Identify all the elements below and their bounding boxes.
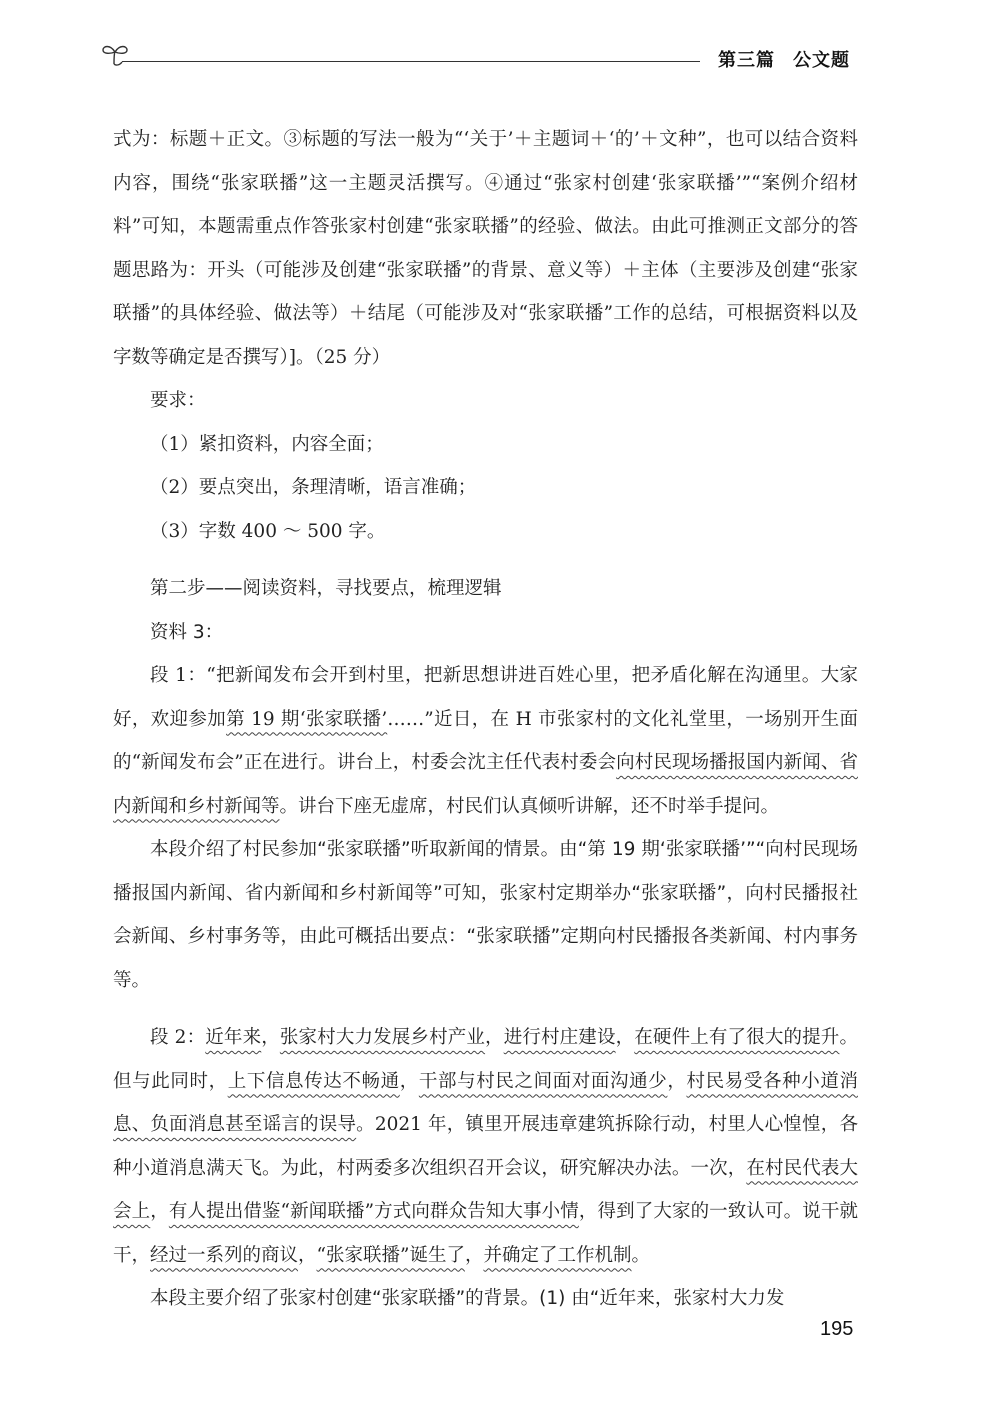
underlined-phrase: 上下信息传达不畅通 — [227, 1070, 400, 1092]
underlined-phrase: 有人提出借鉴“新闻联播”方式向群众告知大事小情 — [168, 1201, 579, 1222]
text-segment: 段 1：“把新闻发布会开到村里，把新思想讲进百姓心里，把矛盾化解在沟通里。大家好，欢迎参加 — [113, 665, 858, 730]
paragraph-gap — [113, 1002, 858, 1016]
paragraph: 资料 3： — [150, 621, 224, 643]
underlined-phrase: 干部与村民之间面对面沟通少 — [418, 1070, 668, 1092]
paragraph: 第二步——阅读资料，寻找要点，梳理逻辑 — [150, 578, 502, 599]
part-label: 第三篇 — [718, 50, 775, 71]
underlined-phrase: 在村民代表大会上 — [113, 1157, 858, 1222]
underlined-phrase: “张家联播”诞生了 — [316, 1244, 465, 1266]
paragraph: 本段主要介绍了张家村创建“张家联播”的背景。(1) 由“近年来，张家村大力发 — [150, 1288, 785, 1309]
paragraph: 本段介绍了村民参加“张家联播”听取新闻的情景。由“第 19 期‘张家联播’”“向村民现场播报国内新闻、省内新闻和乡村新闻等”可知，张家村定期举办“张家联播”，向村民播报社会新闻、乡村事务等，由此可概括出要点：“张家联播”定期向村民播报各类新闻、村内事务等。 — [113, 839, 858, 991]
underlined-phrase: 村民易受各种小道消息、负面消息甚至谣言的误导 — [113, 1070, 858, 1135]
underlined-phrase: 第 19 期‘张家联播’ — [226, 708, 388, 730]
underlined-phrase: 进行村庄建设 — [503, 1027, 616, 1048]
section-label: 公文题 — [793, 50, 850, 71]
page-header — [100, 40, 860, 80]
paragraph-gap — [113, 553, 858, 567]
text-segment: 。2021 年，镇里开展违章建筑拆除行动，村里人心惶惶，各种小道消息满天飞。为此，村两委多次组织召开会议，研究解决办法。一次， — [113, 1114, 858, 1179]
underlined-phrase: 向村民现场播报国内新闻、省内新闻和乡村新闻等 — [113, 752, 858, 817]
paragraph: （3）字数 400 ～ 500 字。 — [150, 520, 386, 542]
text-segment: ， — [150, 1201, 169, 1222]
underlined-phrase: 近年来 — [205, 1027, 262, 1048]
underlined-phrase: 在硬件上有了很大的提升 — [634, 1027, 840, 1048]
text-segment: ， — [298, 1244, 317, 1266]
text-segment: ， — [261, 1027, 280, 1048]
text-segment: ， — [464, 1244, 484, 1266]
page-content — [113, 118, 858, 1321]
underlined-phrase: 张家村大力发展乡村产业 — [279, 1027, 486, 1048]
paragraph: 要求： — [150, 390, 206, 411]
paragraph — [113, 1016, 858, 1277]
paragraph: 式为：标题＋正文。③标题的写法一般为“‘关于’＋主题词＋‘的’＋文种”，也可以结合资料内容，围绕“张家联播”这一主题灵活撰写。④通过“张家村创建‘张家联播’”“案例介绍材料”可知，本题需重点作答张家村创建“张家联播”的经验、做法。由此可推测正文部分的答题思路为：开头（可能涉及创建“张家联播”的背景、意义等）＋主体（主要涉及创建“张家联播”的具体经验、做法等）＋结尾（可能涉及对“张家联播”工作的总结，可根据资料以及字数等确定是否撰写）]。（25 分） — [113, 129, 858, 368]
text-segment: 。但与此同时， — [113, 1027, 858, 1092]
text-segment: ， — [399, 1070, 419, 1092]
header-rule — [122, 61, 700, 62]
text-segment: ， — [615, 1027, 635, 1048]
page-number: 195 — [820, 1318, 854, 1340]
text-segment: ，得到了大家的一致认可。说干就干， — [113, 1201, 858, 1266]
sprout-icon — [100, 40, 130, 70]
paragraph: （2）要点突出，条理清晰，语言准确； — [150, 477, 477, 498]
underlined-phrase: 经过一系列的商议 — [150, 1244, 299, 1266]
underlined-phrase: 并确定了工作机制 — [483, 1244, 632, 1266]
paragraph — [113, 654, 858, 828]
text-segment: ……”近日，在 H 市张家村的文化礼堂里，一场别开生面的“新闻发布会”正在进行。讲台上，村委会沈主任代表村委会 — [113, 708, 858, 773]
text-segment: 。 — [631, 1244, 651, 1266]
text-segment: ， — [485, 1027, 504, 1048]
text-segment: 。讲台下座无虚席，村民们认真倾听讲解，还不时举手提问。 — [279, 795, 780, 817]
header-title — [700, 46, 850, 72]
text-segment: 段 2： — [150, 1027, 206, 1048]
text-segment: ， — [667, 1070, 687, 1092]
paragraph: （1）紧扣资料，内容全面； — [150, 433, 384, 455]
